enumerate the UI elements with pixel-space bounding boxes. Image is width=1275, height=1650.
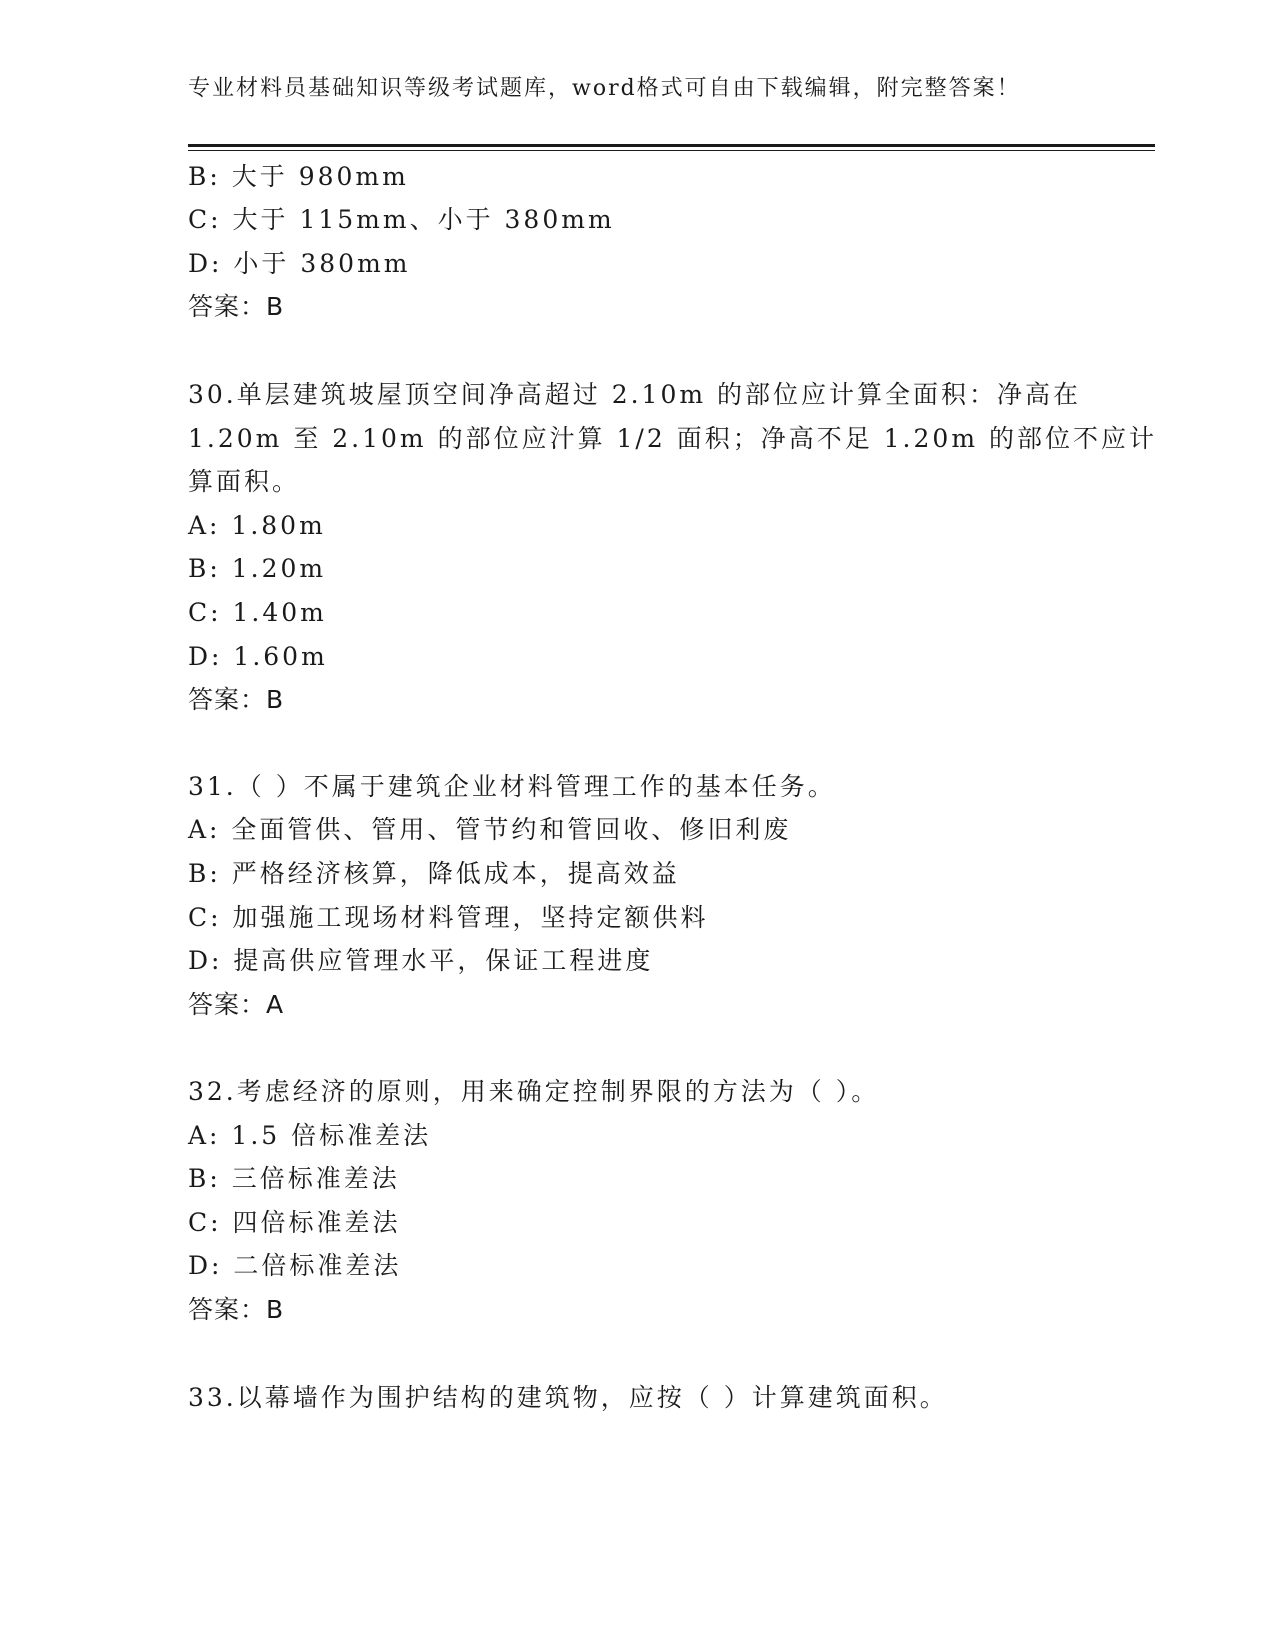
q31-option-c: C: 加强施工现场材料管理，坚持定额供料 xyxy=(188,903,709,932)
q30-stem-line-1: 30.单层建筑坡屋顶空间净高超过 2.10m 的部位应计算全面积：净高在 xyxy=(188,380,1082,409)
q30-option-d: D: 1.60m xyxy=(188,642,328,671)
header-rule-thick xyxy=(188,144,1155,147)
page-header: 专业材料员基础知识等级考试题库，word格式可自由下载编辑，附完整答案！ xyxy=(188,76,1021,101)
q30-answer: 答案：B xyxy=(188,685,285,714)
q30-option-a: A: 1.80m xyxy=(188,511,326,540)
q32-option-d: D: 二倍标准差法 xyxy=(188,1251,402,1280)
q29-answer: 答案：B xyxy=(188,292,285,321)
q29-option-c: C: 大于 115mm、小于 380mm xyxy=(188,205,615,234)
q31-option-b: B: 严格经济核算，降低成本，提高效益 xyxy=(188,859,680,888)
header-rule-thin xyxy=(188,150,1155,151)
q33-stem: 33.以幕墙作为围护结构的建筑物，应按（ ）计算建筑面积。 xyxy=(188,1383,948,1412)
q31-option-d: D: 提高供应管理水平，保证工程进度 xyxy=(188,946,654,975)
q32-answer: 答案：B xyxy=(188,1295,285,1324)
q32-stem: 32.考虑经济的原则，用来确定控制界限的方法为（ ）。 xyxy=(188,1077,880,1106)
q32-option-b: B: 三倍标准差法 xyxy=(188,1164,400,1193)
q31-stem: 31.（ ）不属于建筑企业材料管理工作的基本任务。 xyxy=(188,772,836,801)
q31-option-a: A: 全面管供、管用、管节约和管回收、修旧利废 xyxy=(188,815,792,844)
q29-option-b: B: 大于 980mm xyxy=(188,162,409,191)
q30-stem-line-2: 1.20m 至 2.10m 的部位应汁算 1/2 面积；净高不足 1.20m 的部位不应计 xyxy=(188,424,1157,453)
q30-option-c: C: 1.40m xyxy=(188,598,327,627)
q29-option-d: D: 小于 380mm xyxy=(188,249,411,278)
q32-option-c: C: 四倍标准差法 xyxy=(188,1208,401,1237)
q30-stem-line-3: 算面积。 xyxy=(188,467,301,496)
q31-answer: 答案：A xyxy=(188,990,285,1019)
q32-option-a: A: 1.5 倍标准差法 xyxy=(188,1121,432,1150)
q30-option-b: B: 1.20m xyxy=(188,554,327,583)
